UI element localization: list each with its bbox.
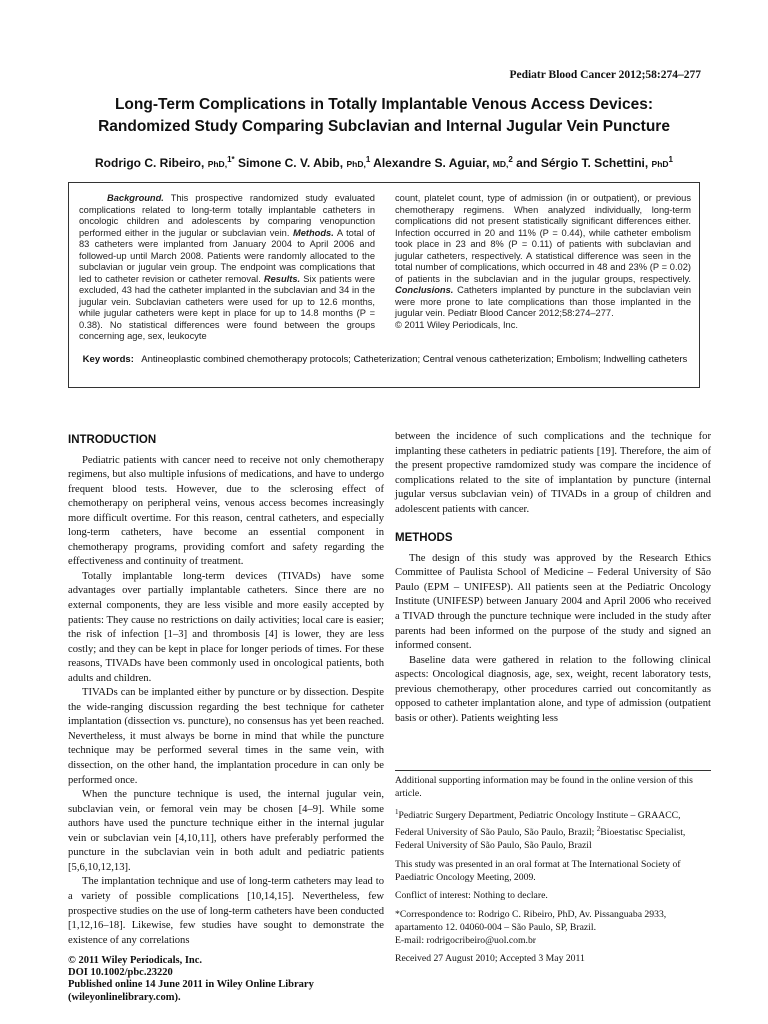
intro-paragraph: Pediatric patients with cancer need to receive not only chemotherapy regimens, but also multiple infusions of medications, and have to undergo frequent blood tests. However, due to the sclerosing effect of chemotherapy on peripheral veins, venous access becomes increasingly more difficult overtime. For this reason, central catheters, and especially long-term catheters, have become an essential component in chemotherapy programs, providing comfort and safety regarding the effectiveness and continuity of treatment. <box>68 454 384 568</box>
affiliation-marker: 1 <box>395 808 399 817</box>
footnotes <box>395 775 711 972</box>
journal-reference: Pediatr Blood Cancer 2012;58:274–277 <box>509 69 701 81</box>
author-name: Rodrigo C. Ribeiro, <box>95 156 205 170</box>
abstract-results-text: Six patients were excluded, 43 had the catheter implanted in the subclavian and 34 in the jugular vein. Subclavian catheters were used for up to 12.6 months, while jugular catheters were kept in place for up to 14.8 months (P = 0.38). No statistical differences were found between the groups concerning age, sex, leukocyte <box>79 273 375 341</box>
footer-copyright: © 2011 Wiley Periodicals, Inc. <box>68 955 203 966</box>
abstract-citation: Pediatr Blood Cancer 2012;58:274–277. <box>447 308 614 318</box>
body-left-column <box>68 433 384 948</box>
author-name: Simone C. V. Abib, <box>237 156 344 170</box>
footer-site: (wileyonlinelibrary.com). <box>68 991 181 1003</box>
intro-paragraph: When the puncture technique is used, the internal jugular vein, subclavian vein, or femoral vein may be chosen [4–9]. While some authors have used the puncture technique either in the internal jugular vein or subclavian vein [4,10,11], others have preferably performed the puncture in the subclavian vein in both adult and pediatric patients [5,6,10,12,13]. <box>68 789 384 873</box>
title-line-1: Long-Term Complications in Totally Implantable Venous Access Devices: <box>114 96 654 113</box>
title-line-2: Randomized Study Comparing Subclavian and Internal Jugular Vein Puncture <box>98 118 670 135</box>
body-right-column <box>395 430 711 726</box>
abstract-right-column <box>395 193 691 331</box>
introduction-heading: INTRODUCTION <box>68 434 157 446</box>
abstract-background-text: This prospective randomized study evaluated complications related to long-term totally implantable catheters in oncologic children and adolescents by comparing venopunction performed either in the jugular or subclavian vein. <box>79 193 375 238</box>
methods-heading: METHODS <box>395 532 453 545</box>
footer-doi: DOI 10.1002/pbc.23220 <box>68 967 173 979</box>
supporting-info-note: Additional supporting information may be found in the online version of this article. <box>395 775 693 799</box>
abstract-conclusions-label: Conclusions. <box>395 285 454 295</box>
keywords <box>79 353 691 366</box>
abstract-box <box>68 182 700 388</box>
author-degree: PhD <box>651 159 669 169</box>
affiliation-marker: 2 <box>596 825 601 834</box>
author-name: Alexandre S. Aguiar, <box>373 156 490 170</box>
author-affiliation: 1* <box>227 155 235 164</box>
abstract-results-label: Results. <box>263 273 301 284</box>
affiliations-note <box>395 806 711 853</box>
affiliation-2: Bioestatisc Specialist, Federal University of São Paulo, São Paulo, Brazil <box>395 827 686 852</box>
intro-paragraph: TIVADs can be implanted either by puncture or by dissection. Despite the wide-ranging discussion regarding the best technique for catheter implantation (dissection vs. puncture), no consensus has yet been reached. Nevertheless, it must always be borne in mind that while the puncture technique may be performed several times in the same vein, with dissection, on the other hand, the implantation procedure in can only be performed once. <box>68 687 384 786</box>
abstract-conclusions-text: Catheters implanted by puncture in the subclavian vein were more prone to late complications than those implanted in the jugular vein. <box>395 285 691 318</box>
abstract-results-continued: count, platelet count, type of admission (in or outpatient), or previous chemotherapy regimens. When analyzed individually, long-term complications did not present statistically significant differences either. Infection occurred in 20 and 11% (P = 0.44), while catheter embolism took place in 23 and 8% (P = 0.11) of patients with subclavian and jugular catheters, respectively. A statistical difference was seen in the total number of complications, which occurred in 48 and 23% (P = 0.02) of patients in the subclavian and in the jugular groups, respectively. <box>395 193 691 284</box>
keywords-text: Antineoplastic combined chemotherapy protocols; Catheterization; Central venous catheterization; Embolism; Indwelling catheters <box>141 354 688 365</box>
author-degree: PhD, <box>346 159 366 169</box>
affiliation-1: Pediatric Surgery Department, Pediatric Oncology Institute – GRAACC, Federal University of São Paulo, São Paulo, Brazil; <box>395 810 681 839</box>
author-affiliation: 1 <box>668 155 673 164</box>
intro-paragraph: between the incidence of such complications and the technique for implanting these catheters in pediatric patients [19]. Therefore, the aim of the present propective ramdomized study was compare the incidence of complications related to the site of implantation by puncture (internal jugular versus subclavian vein) of TIVADs in a group of children and adolescent patients with cancer. <box>395 431 711 515</box>
footnote-divider <box>395 770 711 771</box>
keywords-label: Key words: <box>82 354 134 365</box>
article-title <box>60 94 708 138</box>
intro-paragraph: Totally implantable long-term devices (TIVADs) have some advantages over partially implantable catheters. Since there are no external components, they are less visible and more easily accepted by patients: They cause no restrictions on daily activities; local care is easier; the risk of infection [1–3] and thrombosis [4] is lower, they are less costly; and they can be kept in place for longer periods of times. For these reasons, TIVADs have been commonly used in oncological patients, both adults and children. <box>68 570 384 684</box>
correspondence-note: *Correspondence to: Rodrigo C. Ribeiro, PhD, Av. Pissanguaba 2933, apartamento 12. 04060-004 – São Paulo, SP, Brazil. <box>395 909 667 933</box>
email-note: E-mail: rodrigocribeiro@uol.com.br <box>395 934 537 946</box>
author-list <box>60 155 708 170</box>
abstract-methods-text: A total of 83 catheters were implanted from January 2004 to April 2006 and followed-up until March 2008. Patients were randomly allocated to the subclavian or jugular vein group. The endpoint was complications that led to catheter revision or catheter removal. <box>79 227 375 284</box>
methods-paragraph: The design of this study was approved by the Research Ethics Committee of Paulista School of Medicine – Federal University of São Paulo (EPM – UNIFESP). All patients seen at the Pediatric Oncology Institute (UNIFESP) between January 2004 and April 2006 who received a TIVAD through the puncture technique were included in the study after parents had been informed on the purpose of the study and signed an informed consent. <box>395 552 711 652</box>
conflict-note: Conflict of interest: Nothing to declare. <box>395 890 548 902</box>
abstract-copyright: © 2011 Wiley Periodicals, Inc. <box>395 319 518 330</box>
abstract-methods-label: Methods. <box>292 227 334 238</box>
intro-paragraph: The implantation technique and use of long-term catheters may lead to a variety of possible complications [10,14,15]. Nevertheless, few prospective studies on the use of long-term catheters have been conducted [1,12,16–18]. Likewise, few studies have sought to demonstrate the existence of any correlations <box>68 876 384 946</box>
presentation-note: This study was presented in an oral format at The International Society of Paediatric Oncology Meeting, 2009. <box>395 858 681 883</box>
author-affiliation: 2 <box>508 155 513 164</box>
footer-published: Published online 14 June 2011 in Wiley Online Library <box>68 979 314 991</box>
author-degree: PhD, <box>207 159 228 169</box>
methods-paragraph: Baseline data were gathered in relation to the following clinical aspects: Oncological diagnosis, age, sex, weight, recent laboratory tests, previous chemotherapy, other procedures carried out concomitantly as opposed to catheter implantation alone, and type of admission (outpatient basis or other). Patients weighting less <box>395 654 711 724</box>
abstract-left-column <box>79 193 375 343</box>
publication-footer <box>68 955 368 1004</box>
author-affiliation: 1 <box>365 155 371 164</box>
author-degree: MD, <box>492 159 509 169</box>
abstract-background-label: Background. <box>107 193 164 203</box>
author-name: and Sérgio T. Schettini, <box>516 156 649 170</box>
received-note: Received 27 August 2010; Accepted 3 May 2011 <box>395 953 585 965</box>
